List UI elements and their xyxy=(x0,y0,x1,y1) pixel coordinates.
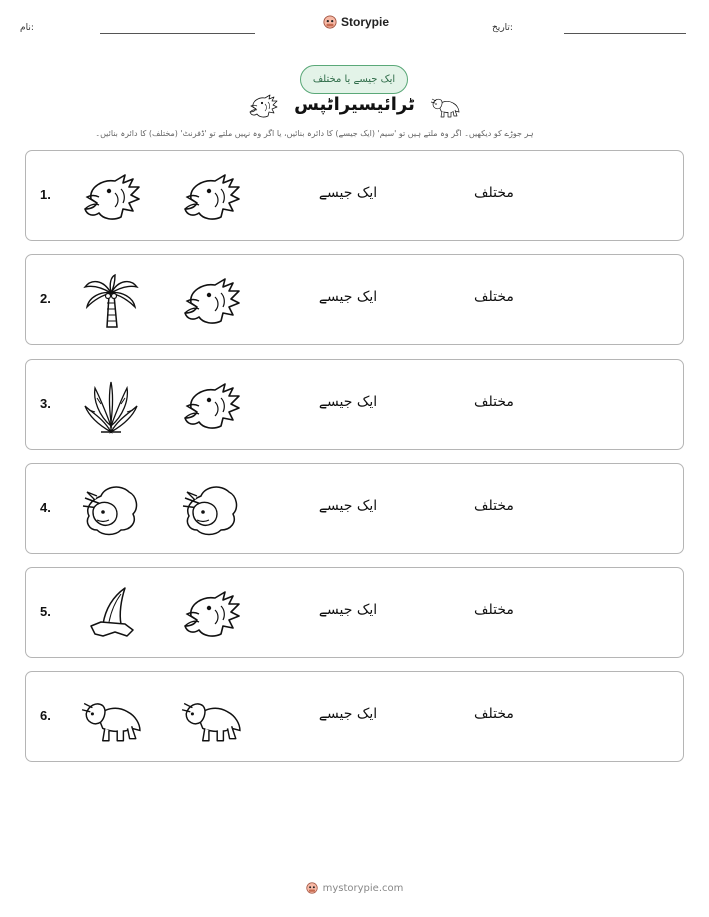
triceratops-icon xyxy=(428,93,462,119)
question-number: 5. xyxy=(40,604,51,619)
option-same[interactable]: ایک جیسے xyxy=(318,706,378,722)
footer xyxy=(0,881,709,895)
option-different[interactable]: مختلف xyxy=(474,394,514,410)
fern-plant-icon xyxy=(80,378,142,434)
bird-head-icon xyxy=(180,378,242,434)
option-same[interactable]: ایک جیسے xyxy=(318,289,378,305)
option-same[interactable]: ایک جیسے xyxy=(318,602,378,618)
bird-head-icon xyxy=(180,273,242,329)
brand-logo xyxy=(323,14,389,30)
question-number: 2. xyxy=(40,291,51,306)
triceratops-head-icon xyxy=(180,482,242,538)
option-same[interactable]: ایک جیسے xyxy=(318,498,378,514)
name-label: نام: xyxy=(20,23,34,33)
category-badge: ایک جیسے یا مختلف xyxy=(300,65,408,94)
bird-head-icon xyxy=(180,586,242,642)
triceratops-head-icon xyxy=(80,482,142,538)
question-number: 6. xyxy=(40,708,51,723)
option-different[interactable]: مختلف xyxy=(474,185,514,201)
storypie-logo-icon xyxy=(306,881,318,895)
date-label: تاریخ: xyxy=(492,23,513,33)
bird-head-icon xyxy=(180,169,242,225)
question-row xyxy=(25,463,684,554)
question-row xyxy=(25,150,684,241)
question-row xyxy=(25,359,684,450)
page-title: ٹرائیسیراٹپس xyxy=(294,94,415,115)
horn-icon xyxy=(80,586,142,642)
question-number: 4. xyxy=(40,500,51,515)
palm-tree-icon xyxy=(80,273,142,329)
date-line[interactable] xyxy=(564,33,686,34)
option-different[interactable]: مختلف xyxy=(474,706,514,722)
option-same[interactable]: ایک جیسے xyxy=(318,394,378,410)
question-number: 3. xyxy=(40,396,51,411)
question-row xyxy=(25,567,684,658)
triceratops-icon xyxy=(180,690,242,746)
option-same[interactable]: ایک جیسے xyxy=(318,185,378,201)
triceratops-icon xyxy=(80,690,142,746)
option-different[interactable]: مختلف xyxy=(474,498,514,514)
storypie-logo-icon xyxy=(323,14,337,30)
bird-head-icon xyxy=(80,169,142,225)
option-different[interactable]: مختلف xyxy=(474,289,514,305)
question-number: 1. xyxy=(40,187,51,202)
footer-site: mystorypie.com xyxy=(322,882,404,894)
name-line[interactable] xyxy=(100,33,255,34)
option-different[interactable]: مختلف xyxy=(474,602,514,618)
instructions: ہر جوڑے کو دیکھیں۔ اگر وہ ملتے ہیں تو 'سیم' (ایک جیسے) کا دائرہ بنائیں، یا اگر وہ نہیں ملتے تو 'ڈفرنٹ' (مختلف) کا دائرہ بنائیں۔ xyxy=(95,129,534,138)
question-row xyxy=(25,254,684,345)
question-row xyxy=(25,671,684,762)
brand-name: Storypie xyxy=(341,15,390,29)
